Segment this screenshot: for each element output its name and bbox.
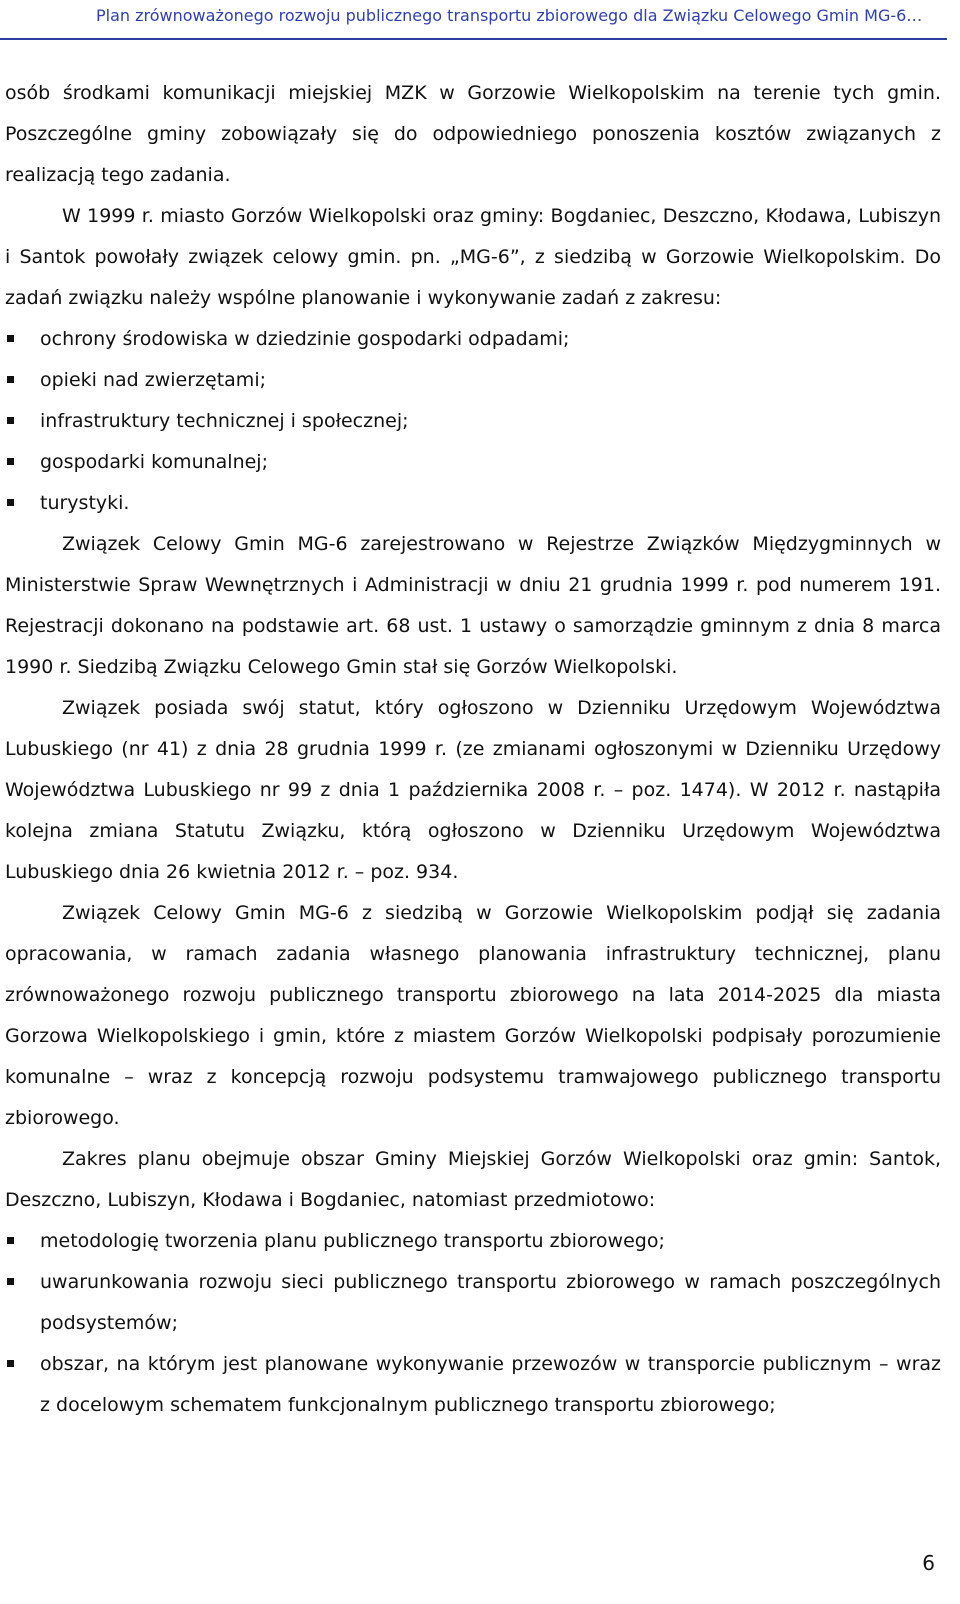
header-title: Plan zrównoważonego rozwoju publicznego transportu zbiorowego dla Związku Celowego Gmin MG-6…: [96, 6, 923, 25]
list-item-text: opieki nad zwierzętami;: [40, 369, 266, 391]
square-bullet-icon: [7, 1360, 14, 1367]
list-item-text: infrastruktury technicznej i społecznej;: [40, 410, 409, 432]
list-item: [5, 401, 941, 442]
square-bullet-icon: [7, 499, 14, 506]
list-item: [5, 483, 941, 524]
list-item: [5, 1344, 941, 1426]
list-item-text: obszar, na którym jest planowane wykonywanie przewozów w transporcie publicznym – wraz z docelowym schematem funkcjonalnym publicznego transportu zbiorowego;: [40, 1353, 941, 1416]
list-item-text: gospodarki komunalnej;: [40, 451, 268, 473]
list-item-text: ochrony środowiska w dziedzinie gospodarki odpadami;: [40, 328, 570, 350]
square-bullet-icon: [7, 335, 14, 342]
list-item: [5, 442, 941, 483]
square-bullet-icon: [7, 1278, 14, 1285]
list-item: [5, 319, 941, 360]
page-header: [0, 0, 947, 40]
paragraph-founding: W 1999 r. miasto Gorzów Wielkopolski oraz gminy: Bogdaniec, Deszczno, Kłodawa, Lubiszyn i Santok powołały związek celowy gmin. pn. „MG-6”, z siedzibą w Gorzowie Wielkopolskim. Do zadań związku należy wspólne planowanie i wykonywanie zadań z zakresu:: [5, 205, 941, 309]
paragraph-registration: Związek Celowy Gmin MG-6 zarejestrowano w Rejestrze Związków Międzygminnych w Ministerstwie Spraw Wewnętrznych i Administracji w dniu 21 grudnia 1999 r. pod numerem 191. Rejestracji dokonano na podstawie art. 68 ust. 1 ustawy o samorządzie gminnym z dnia 8 marca 1990 r. Siedzibą Związku Celowego Gmin stał się Gorzów Wielkopolski.: [5, 533, 941, 678]
paragraph-statute: Związek posiada swój statut, który ogłoszono w Dzienniku Urzędowym Województwa Lubuskiego (nr 41) z dnia 28 grudnia 1999 r. (ze zmianami ogłoszonymi w Dzienniku Urzędowy Województwa Lubuskiego nr 99 z dnia 1 października 2008 r. – poz. 1474). W 2012 r. nastąpiła kolejna zmiana Statutu Związku, którą ogłoszono w Dzienniku Urzędowym Województwa Lubuskiego dnia 26 kwietnia 2012 r. – poz. 934.: [5, 697, 941, 883]
list-item-text: uwarunkowania rozwoju sieci publicznego transportu zbiorowego w ramach poszczególnych podsystemów;: [40, 1271, 941, 1334]
page-number: 6: [922, 1551, 935, 1575]
square-bullet-icon: [7, 458, 14, 465]
square-bullet-icon: [7, 1237, 14, 1244]
list-item-text: metodologię tworzenia planu publicznego transportu zbiorowego;: [40, 1230, 665, 1252]
list-item: [5, 1221, 941, 1262]
square-bullet-icon: [7, 376, 14, 383]
list-item: [5, 360, 941, 401]
document-body: [5, 73, 941, 1426]
paragraph-plan-task: Związek Celowy Gmin MG-6 z siedzibą w Gorzowie Wielkopolskim podjął się zadania opracowania, w ramach zadania własnego planowania infrastruktury technicznej, planu zrównoważonego rozwoju publicznego transportu zbiorowego na lata 2014-2025 dla miasta Gorzowa Wielkopolskiego i gmin, które z miastem Gorzów Wielkopolski podpisały porozumienie komunalne – wraz z koncepcją rozwoju podsystemu tramwajowego publicznego transportu zbiorowego.: [5, 902, 941, 1129]
list-item-text: turystyki.: [40, 492, 130, 514]
list-item: [5, 1262, 941, 1344]
scope-list: [5, 1221, 941, 1426]
task-list: [5, 319, 941, 524]
paragraph-continuation: osób środkami komunikacji miejskiej MZK w Gorzowie Wielkopolskim na terenie tych gmin. Poszczególne gminy zobowiązały się do odpowiedniego ponoszenia kosztów związanych z realizacją tego zadania.: [5, 82, 941, 186]
square-bullet-icon: [7, 417, 14, 424]
paragraph-scope: Zakres planu obejmuje obszar Gminy Miejskiej Gorzów Wielkopolski oraz gmin: Santok, Deszczno, Lubiszyn, Kłodawa i Bogdaniec, natomiast przedmiotowo:: [5, 1148, 941, 1211]
